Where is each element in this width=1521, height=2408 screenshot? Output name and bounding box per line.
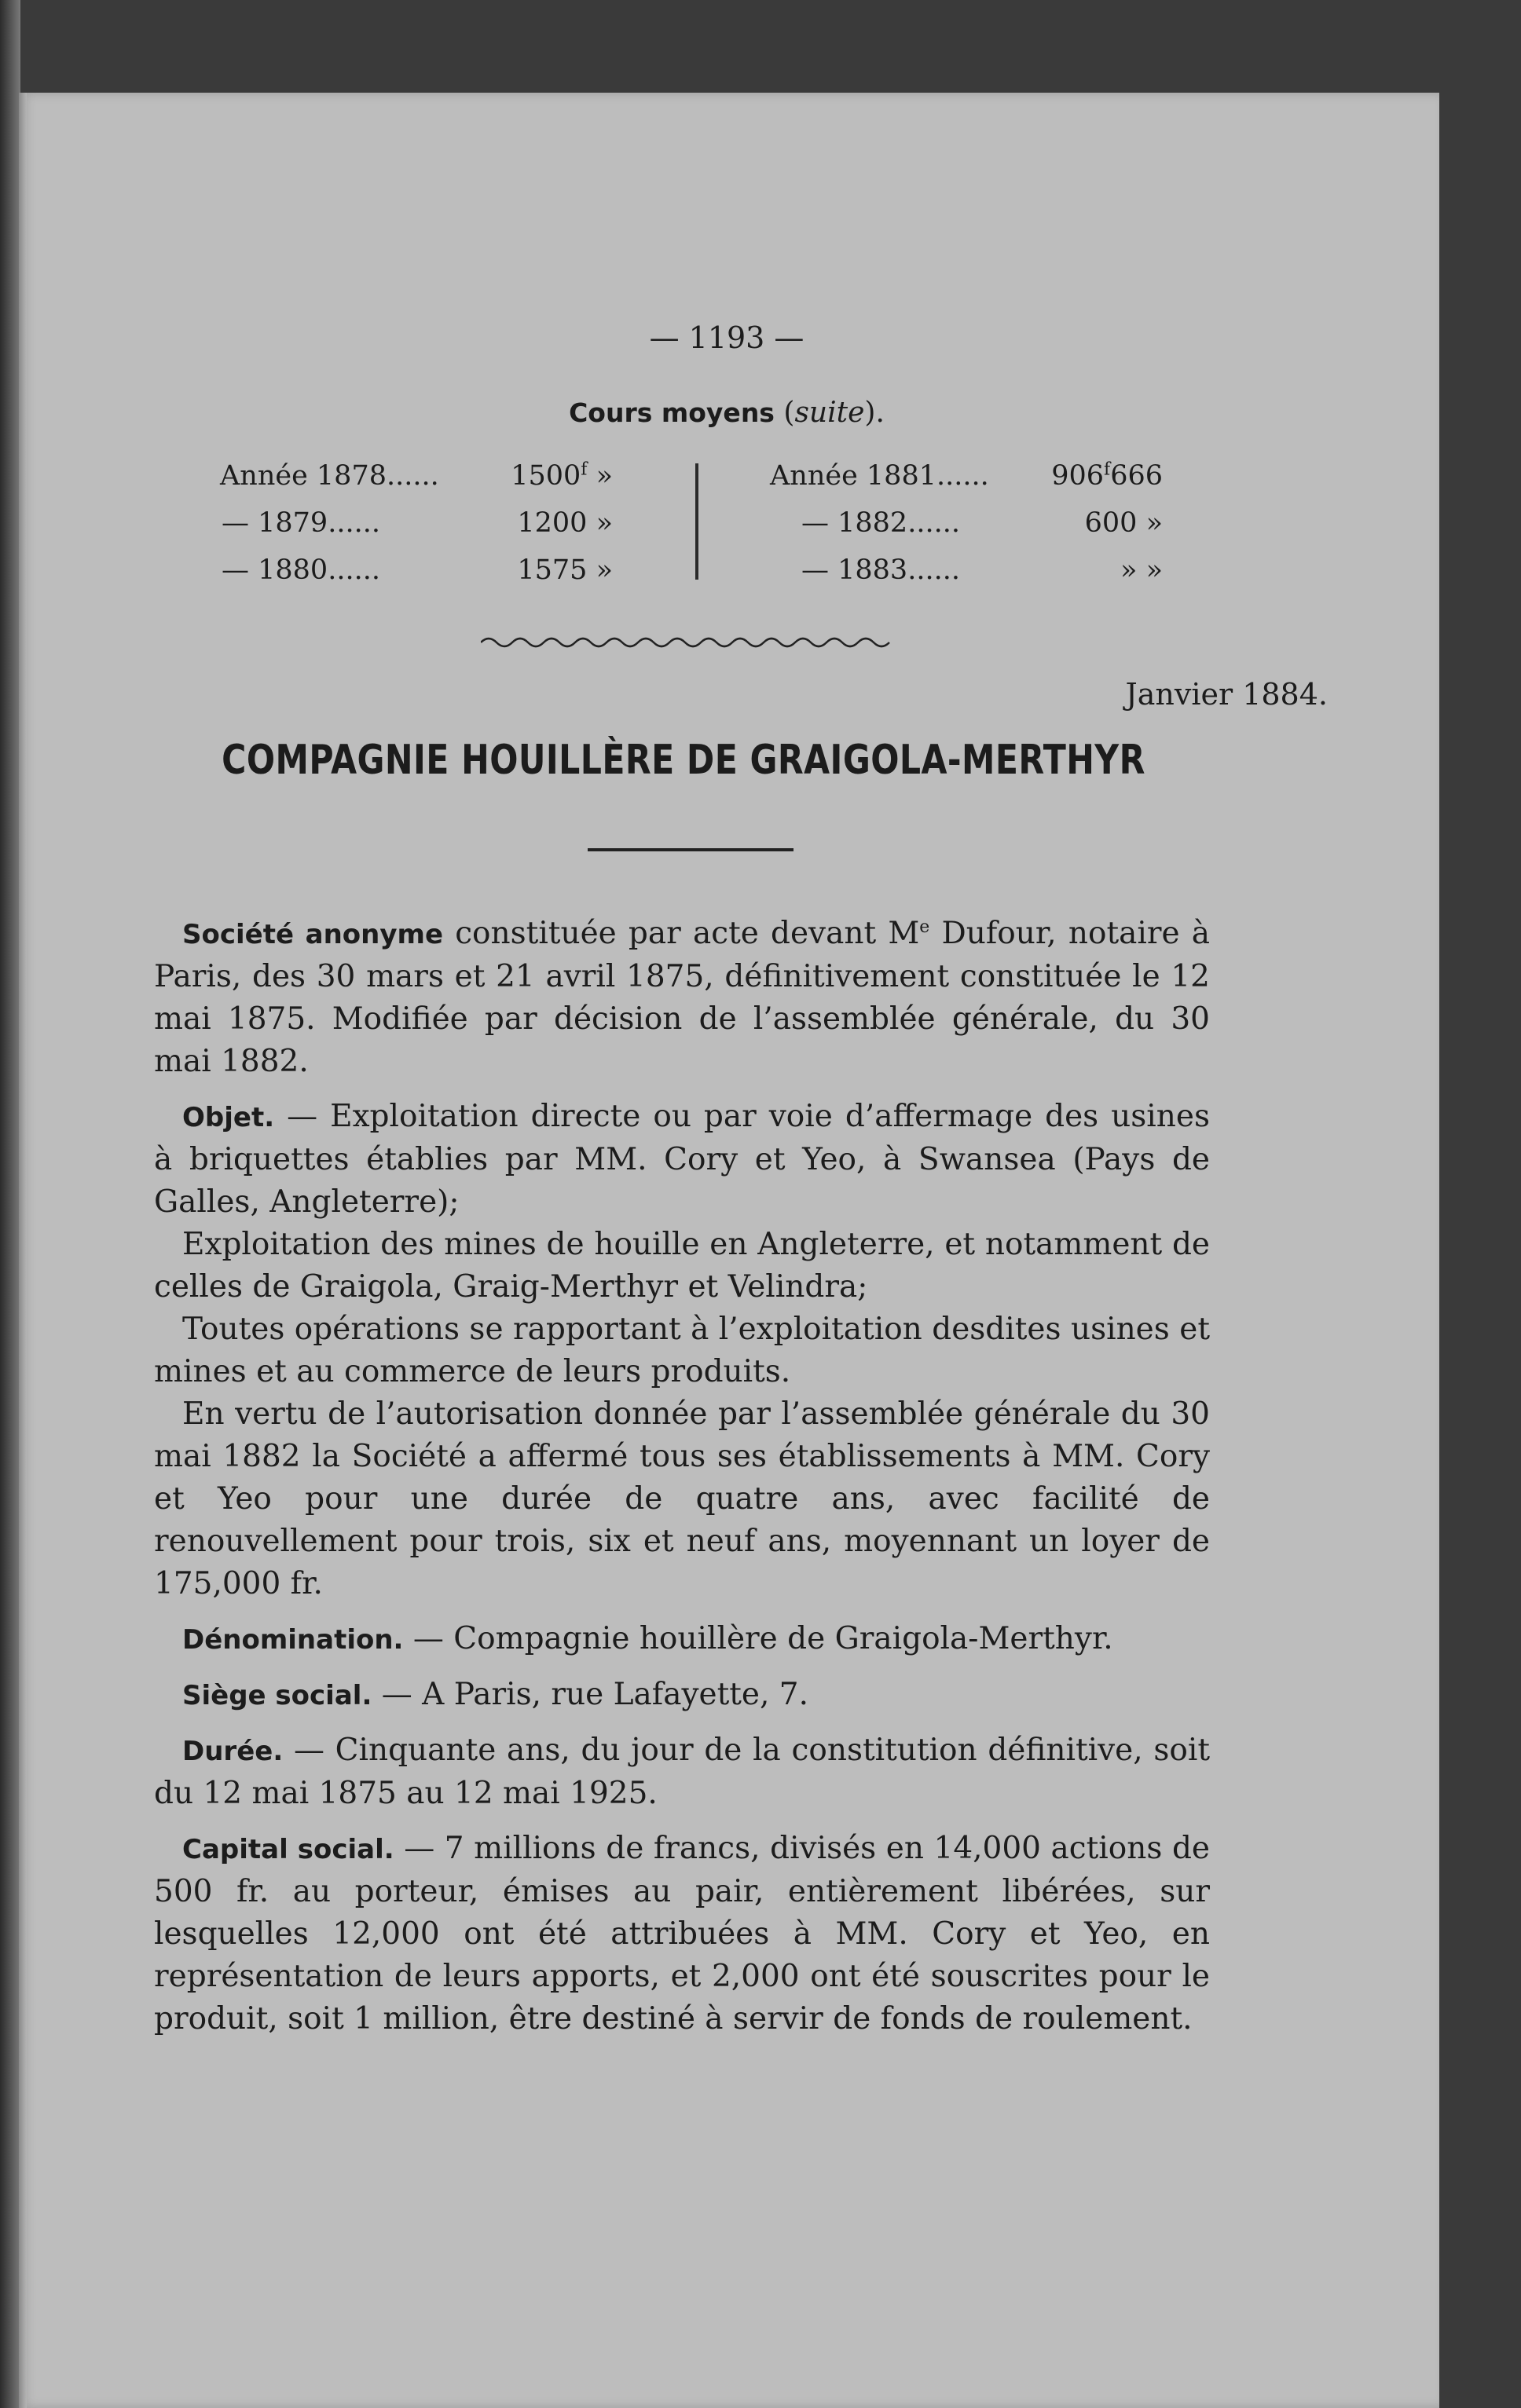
paragraph-objet-3: Toutes opérations se rapportant à l’exploitation desdites usines et mines et au commerce de leurs produits.: [154, 1312, 1210, 1389]
year-label: — 1883......: [801, 554, 960, 586]
section-title: [0, 397, 1453, 429]
cours-table-left: [220, 452, 613, 594]
price-cents: 666: [1110, 460, 1163, 492]
table-row: [770, 547, 1163, 594]
year-label: — 1882......: [801, 507, 960, 539]
siege-text: — A Paris, rue Lafayette, 7.: [372, 1677, 808, 1712]
societe-sup: e: [919, 917, 930, 937]
paragraph-objet-4: En vertu de l’autorisation donnée par l’assemblée générale du 30 mai 1882 la Société a affermé tous ses établissements à MM. Cory et Yeo pour une durée de quatre ans, avec facilité de renouvellement pour trois, six et neuf ans, moyennant un loyer de 175,000 fr.: [154, 1396, 1210, 1601]
table-row: [220, 500, 613, 547]
price-unit: f: [1104, 459, 1111, 480]
table-row: [770, 452, 1163, 500]
company-title: COMPAGNIE HOUILLÈRE DE GRAIGOLA-MERTHYR: [222, 737, 1145, 784]
section-title-paren-close: ).: [864, 397, 885, 429]
section-title-paren-open: (: [774, 397, 795, 429]
price-cents: »: [587, 554, 613, 586]
label-siege: Siège social.: [182, 1680, 372, 1711]
price-value: [1051, 452, 1163, 500]
body-text: [154, 913, 1210, 2040]
societe-text-b: Dufour, notaire à Paris, des 30 mars et 21 avril 1875, définitivement constituée le 12 mai 1875. Modifiée par décision de l’assemblée générale, du 30 mai 1882.: [154, 916, 1210, 1079]
price-number: »: [1120, 554, 1138, 586]
wavy-ornament-divider: [481, 633, 897, 655]
price-number: 600: [1084, 507, 1138, 539]
paragraph-duree: [154, 1729, 1210, 1815]
paragraph-denomination: [154, 1618, 1210, 1661]
paragraph-objet: [154, 1096, 1210, 1224]
section-title-bold: Cours moyens: [569, 397, 775, 428]
price-value: [1085, 500, 1163, 547]
table-divider: [695, 463, 698, 580]
price-number: 1500: [511, 460, 581, 492]
paragraph-capital: [154, 1828, 1210, 2040]
book-binding: [0, 0, 20, 2408]
price-cents: »: [1137, 554, 1163, 586]
year-label: Année 1881......: [770, 460, 989, 492]
year-label: — 1879......: [222, 507, 380, 539]
duree-text: — Cinquante ans, du jour de la constitution définitive, soit du 12 mai 1875 au 12 mai 1925.: [154, 1733, 1210, 1811]
paragraph-objet-2: Exploitation des mines de houille en Angleterre, et notamment de celles de Graigola, Graig-Merthyr et Velindra;: [154, 1227, 1210, 1305]
label-capital: Capital social.: [182, 1834, 394, 1865]
year-label: — 1880......: [222, 554, 380, 586]
price-value: [517, 547, 613, 594]
paragraph-siege: [154, 1674, 1210, 1717]
label-societe: Société anonyme: [182, 919, 444, 950]
label-denomination: Dénomination.: [182, 1624, 404, 1656]
price-number: 1575: [517, 554, 588, 586]
capital-text: — 7 millions de francs, divisés en 14,000 actions de 500 fr. au porteur, émises au pair, entièrement libérées, sur lesquelles 12,000 ont été attribuées à MM. Cory et Yeo, en représentation de leurs apports, et 2,000 ont été souscrites pour le produit, soit 1 million, être destiné à servir de fonds de roulement.: [154, 1831, 1210, 2037]
section-title-italic: suite: [794, 397, 865, 429]
societe-text-a: constituée par acte devant M: [443, 916, 920, 951]
price-number: 906: [1051, 460, 1105, 492]
label-duree: Durée.: [182, 1736, 284, 1767]
table-row: [220, 547, 613, 594]
price-number: 1200: [517, 507, 588, 539]
page-edge-shadow: [19, 93, 27, 2408]
page-number: — 1193 —: [649, 320, 804, 355]
table-row: [220, 452, 613, 500]
price-cents: »: [587, 460, 613, 492]
year-label: Année 1878......: [220, 460, 439, 492]
dateline: Janvier 1884.: [1125, 677, 1328, 712]
price-value: [1120, 547, 1163, 594]
price-value: [517, 500, 613, 547]
paragraph-societe: [154, 913, 1210, 1083]
cours-table-right: [770, 452, 1163, 594]
title-rule: [588, 848, 793, 851]
label-objet: Objet.: [182, 1102, 275, 1133]
price-cents: »: [587, 507, 613, 539]
table-row: [770, 500, 1163, 547]
price-value: [511, 452, 613, 500]
price-unit: f: [581, 459, 588, 480]
denomination-text: — Compagnie houillère de Graigola-Merthyr.: [403, 1621, 1113, 1656]
objet-text: — Exploitation directe ou par voie d’affermage des usines à briquettes établies par MM. Cory et Yeo, à Swansea (Pays de Galles, Angleterre);: [154, 1099, 1210, 1220]
price-cents: »: [1137, 507, 1163, 539]
